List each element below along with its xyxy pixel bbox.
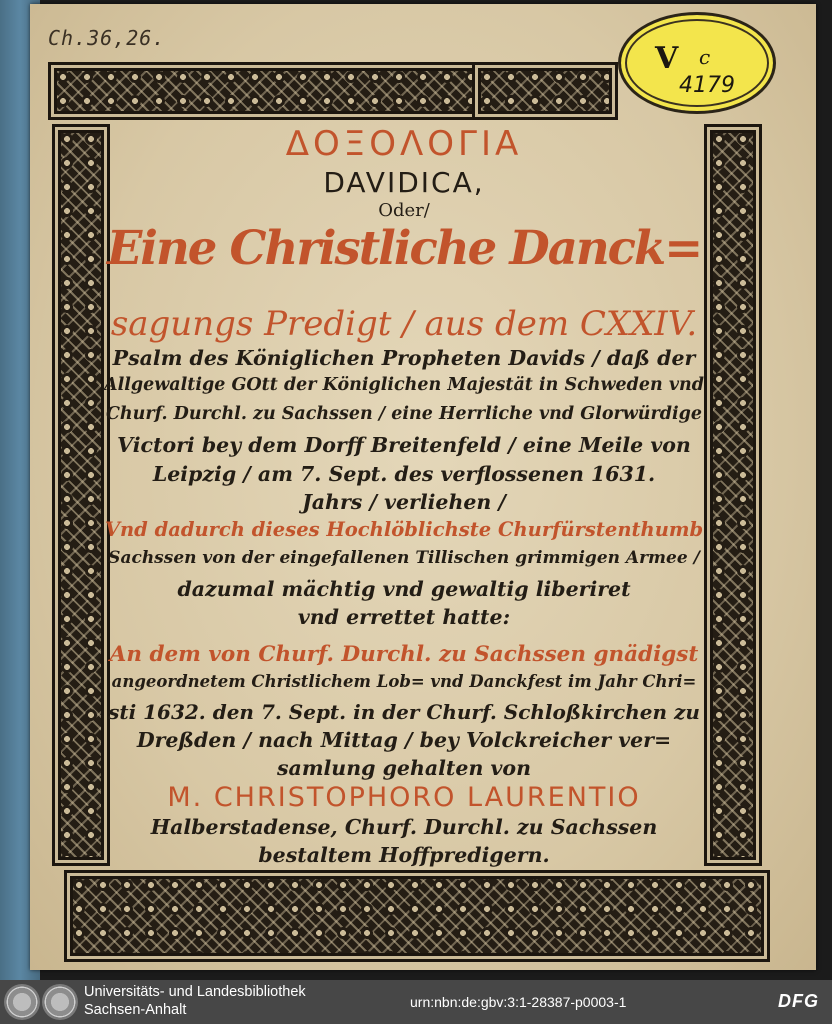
author-name: M. CHRISTOPHORO LAURENTIO: [167, 782, 641, 813]
ornament-left-border: [52, 124, 110, 866]
sticker-small: c: [699, 45, 711, 69]
ornament-right-border: [704, 124, 762, 866]
body-line: Victori bey dem Dorff Breitenfeld / eine Meile von: [117, 433, 691, 457]
body-line: Churf. Durchl. zu Sachssen / eine Herrliche vnd Glorwürdige: [106, 404, 702, 424]
university-seal-icon: [4, 984, 40, 1020]
library-name-line1: Universitäts- und Landesbibliothek: [84, 984, 306, 1000]
author-line: Halberstadense, Churf. Durchl. zu Sachssen: [150, 815, 658, 839]
rubric-line-2: An dem von Churf. Durchl. zu Sachssen gnädigst: [109, 642, 699, 667]
main-title: Eine Christliche Danck=: [106, 220, 702, 275]
body-line: Jahrs / verliehen /: [302, 490, 506, 514]
library-seal-icon: [42, 984, 78, 1020]
body-line: Psalm des Königlichen Propheten Davids / daß der: [112, 346, 696, 370]
body-line: vnd errettet hatte:: [297, 605, 511, 629]
ornament-bottom-border: [64, 870, 770, 962]
shelfmark-note: Ch.36,26.: [48, 26, 166, 50]
title-davidica: DAVIDICA,: [323, 166, 485, 199]
subtitle-sagung: sagungs Predigt / aus dem CXXIV.: [110, 304, 698, 344]
body-line: Allgewaltige GOtt der Königlichen Majestät in Schweden vnd: [104, 375, 704, 395]
body-line: Sachssen von der eingefallenen Tillischen grimmigen Armee /: [108, 548, 700, 568]
library-name-line2: Sachsen-Anhalt: [84, 1002, 187, 1018]
author-line: bestaltem Hoffpredigern.: [258, 843, 550, 867]
rubric-line-1: Vnd dadurch dieses Hochlöblichste Churfürstenthumb: [104, 518, 704, 541]
sticker-letter: V: [655, 41, 679, 76]
sticker-number: 4179: [679, 73, 735, 98]
body-line: samlung gehalten von: [277, 756, 531, 780]
title-oder: Oder/: [378, 200, 430, 221]
body-line: angeordnetem Christlichem Lob= vnd Danckfest im Jahr Chri=: [111, 672, 697, 691]
body-line: dazumal mächtig vnd gewaltig liberiret: [177, 577, 631, 601]
dfg-logo: DFG: [778, 991, 819, 1011]
urn-identifier: urn:nbn:de:gbv:3:1-28387-p0003-1: [410, 994, 627, 1010]
library-sticker: [618, 12, 776, 114]
body-line: sti 1632. den 7. Sept. in der Churf. Schloßkirchen zu: [108, 700, 700, 724]
body-line: Leipzig / am 7. Sept. des verflossenen 1631.: [152, 462, 656, 486]
footer-bar: [0, 980, 832, 1024]
greek-title: ΔΟΞΟΛΟΓΙΑ: [285, 124, 523, 164]
body-line: Dreßden / nach Mittag / bey Volckreicher ver=: [136, 728, 672, 752]
ornament-top-right-block: [472, 62, 618, 120]
